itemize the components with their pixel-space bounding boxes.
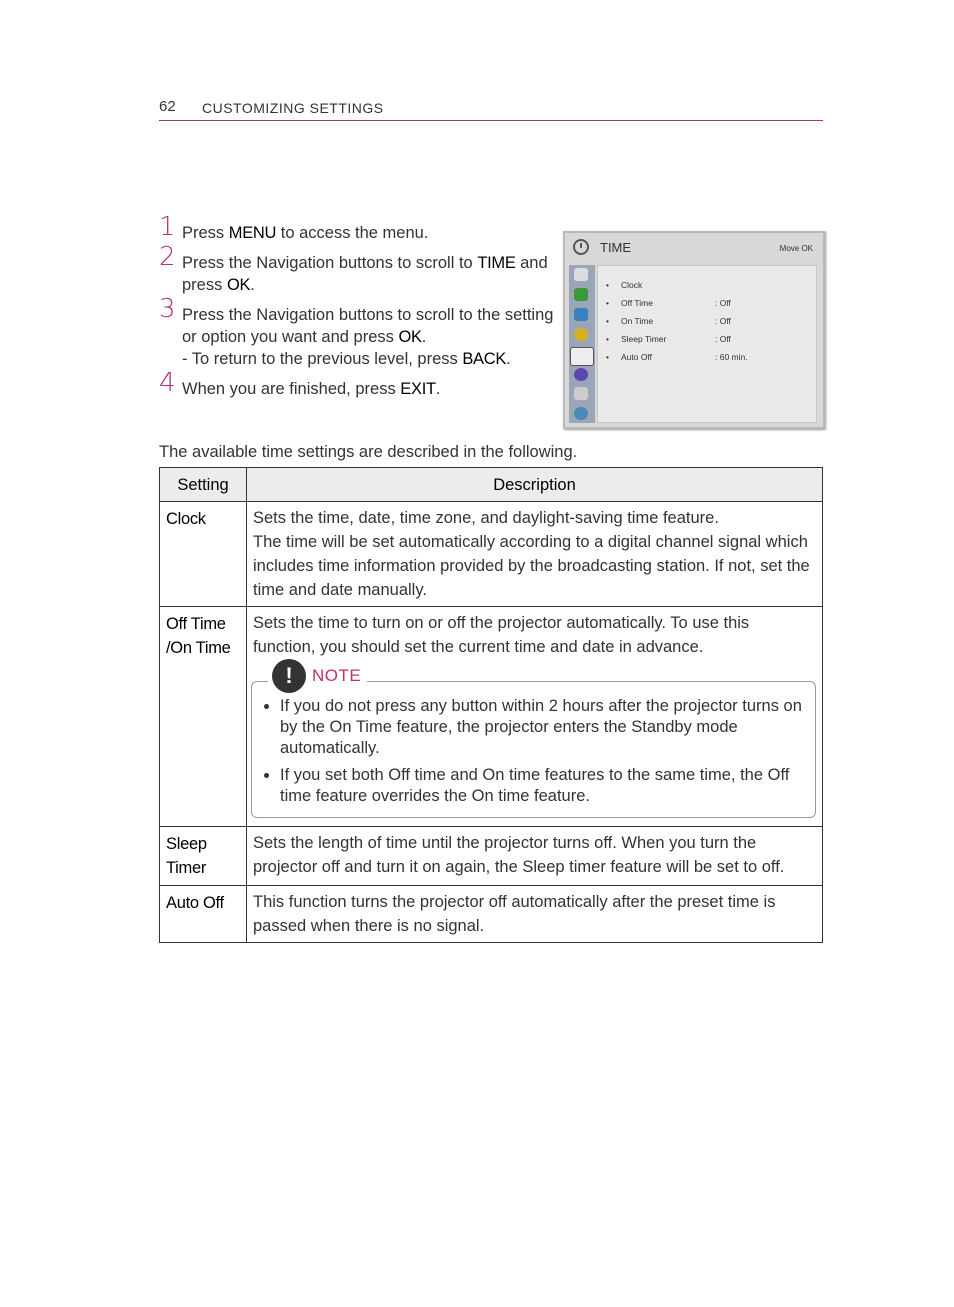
note-item: • If you do not press any button within 2 hours after the projector turns on by the On Time feature, the projector enters the Standby mode automatically. bbox=[280, 696, 807, 759]
step-text: . bbox=[506, 350, 511, 368]
intro-text: The available time settings are described in the following. bbox=[159, 443, 578, 461]
description-text: Sets the time to turn on or off the projector automatically. To use this function, you should set the current time and date in advance. bbox=[253, 614, 750, 656]
note-header bbox=[268, 659, 367, 693]
time-menu-screenshot bbox=[563, 231, 825, 429]
step-text: and press bbox=[182, 254, 548, 294]
setting-name: Auto Off bbox=[160, 886, 247, 943]
step-number: 2 bbox=[159, 242, 176, 272]
settings-table bbox=[159, 467, 823, 943]
step-1 bbox=[159, 212, 559, 244]
description-text: This function turns the projector off automatically after the preset time is passed when there is no signal. bbox=[253, 893, 776, 935]
col-setting: Setting bbox=[160, 468, 247, 502]
table-row bbox=[160, 886, 823, 943]
description-text: Sets the time, date, time zone, and daylight-saving time feature. bbox=[253, 509, 719, 527]
osd-category-rail bbox=[569, 265, 595, 423]
osd-row-value: : Off bbox=[715, 316, 731, 326]
time-icon bbox=[570, 347, 594, 366]
step-3 bbox=[159, 294, 559, 370]
option-icon bbox=[574, 368, 588, 381]
osd-row-value: : Off bbox=[715, 334, 731, 344]
step-text: Press the Navigation buttons to scroll to bbox=[182, 254, 478, 272]
section-title: CUSTOMIZING SETTINGS bbox=[202, 100, 384, 116]
step-number: 1 bbox=[159, 212, 176, 242]
table-row bbox=[160, 607, 823, 827]
step-text: - To return to the previous level, press bbox=[182, 350, 463, 368]
osd-title: TIME bbox=[600, 240, 632, 255]
key-back: BACK bbox=[462, 350, 507, 368]
screen-icon bbox=[574, 288, 588, 301]
exclamation-icon: ! bbox=[272, 659, 306, 693]
description-text: Sets the length of time until the projector turns off. When you turn the projector off and turn it on again, the Sleep timer feature will be set to off. bbox=[253, 834, 785, 876]
setting-name: Clock bbox=[160, 502, 247, 607]
clock-icon bbox=[573, 239, 589, 255]
osd-row-label: Off Time bbox=[621, 298, 653, 308]
setup-icon bbox=[574, 328, 588, 341]
osd-row-label: Sleep Timer bbox=[621, 334, 667, 344]
key-ok: OK bbox=[398, 328, 422, 346]
step-number: 4 bbox=[159, 368, 176, 398]
setting-description bbox=[247, 886, 823, 943]
key-ok: OK bbox=[226, 276, 251, 294]
osd-row: • On Time : Off bbox=[606, 316, 731, 326]
page-number: 62 bbox=[159, 98, 176, 115]
table-row bbox=[160, 827, 823, 886]
setting-description bbox=[247, 502, 823, 607]
key-exit: EXIT bbox=[400, 380, 436, 398]
step-2 bbox=[159, 242, 559, 296]
step-text: When you are finished, press bbox=[182, 380, 401, 398]
osd-row: • Off Time : Off bbox=[606, 298, 731, 308]
step-subnote bbox=[182, 348, 559, 370]
key-time: TIME bbox=[477, 254, 516, 272]
osd-row-label: Clock bbox=[621, 280, 643, 290]
step-4 bbox=[159, 368, 559, 400]
input-icon bbox=[574, 387, 588, 400]
page-header bbox=[159, 98, 823, 121]
osd-panel bbox=[597, 265, 817, 423]
step-text: Press bbox=[182, 224, 229, 242]
osd-header bbox=[565, 233, 823, 263]
note-list bbox=[262, 696, 807, 807]
steps-list bbox=[159, 212, 559, 408]
setting-name: Off Time /On Time bbox=[160, 607, 247, 827]
note-label: NOTE bbox=[312, 666, 362, 685]
picture-icon bbox=[574, 268, 588, 281]
setting-description bbox=[247, 607, 823, 827]
audio-icon bbox=[574, 308, 588, 321]
table-header-row bbox=[160, 468, 823, 502]
description-text: The time will be set automatically according to a digital channel signal which includes time information provided by the broadcasting station. If not, set the time and date manually. bbox=[253, 533, 810, 599]
osd-row-value: : Off bbox=[715, 298, 731, 308]
step-number: 3 bbox=[159, 294, 176, 324]
key-menu: MENU bbox=[228, 224, 277, 242]
note-item: • If you set both Off time and On time features to the same time, the Off time feature overrides the On time feature. bbox=[280, 765, 807, 807]
step-text: to access the menu. bbox=[276, 224, 429, 242]
network-icon bbox=[574, 407, 588, 420]
osd-help: Move OK bbox=[779, 244, 813, 253]
step-text: . bbox=[421, 328, 427, 346]
setting-description bbox=[247, 827, 823, 886]
step-text: . bbox=[435, 380, 441, 398]
osd-row: • Clock bbox=[606, 280, 643, 290]
osd-row-label: Auto Off bbox=[621, 352, 653, 362]
osd-row-label: On Time bbox=[621, 316, 654, 326]
note-box bbox=[251, 663, 816, 818]
osd-row: • Auto Off : 60 min. bbox=[606, 352, 748, 362]
osd-row: • Sleep Timer : Off bbox=[606, 334, 731, 344]
osd-row-value: : 60 min. bbox=[715, 352, 748, 362]
step-text: . bbox=[250, 276, 255, 294]
table-row bbox=[160, 502, 823, 607]
setting-name: Sleep Timer bbox=[160, 827, 247, 886]
col-description: Description bbox=[247, 468, 823, 502]
step-text: Press the Navigation buttons to scroll to the setting or option you want and press bbox=[182, 306, 554, 346]
